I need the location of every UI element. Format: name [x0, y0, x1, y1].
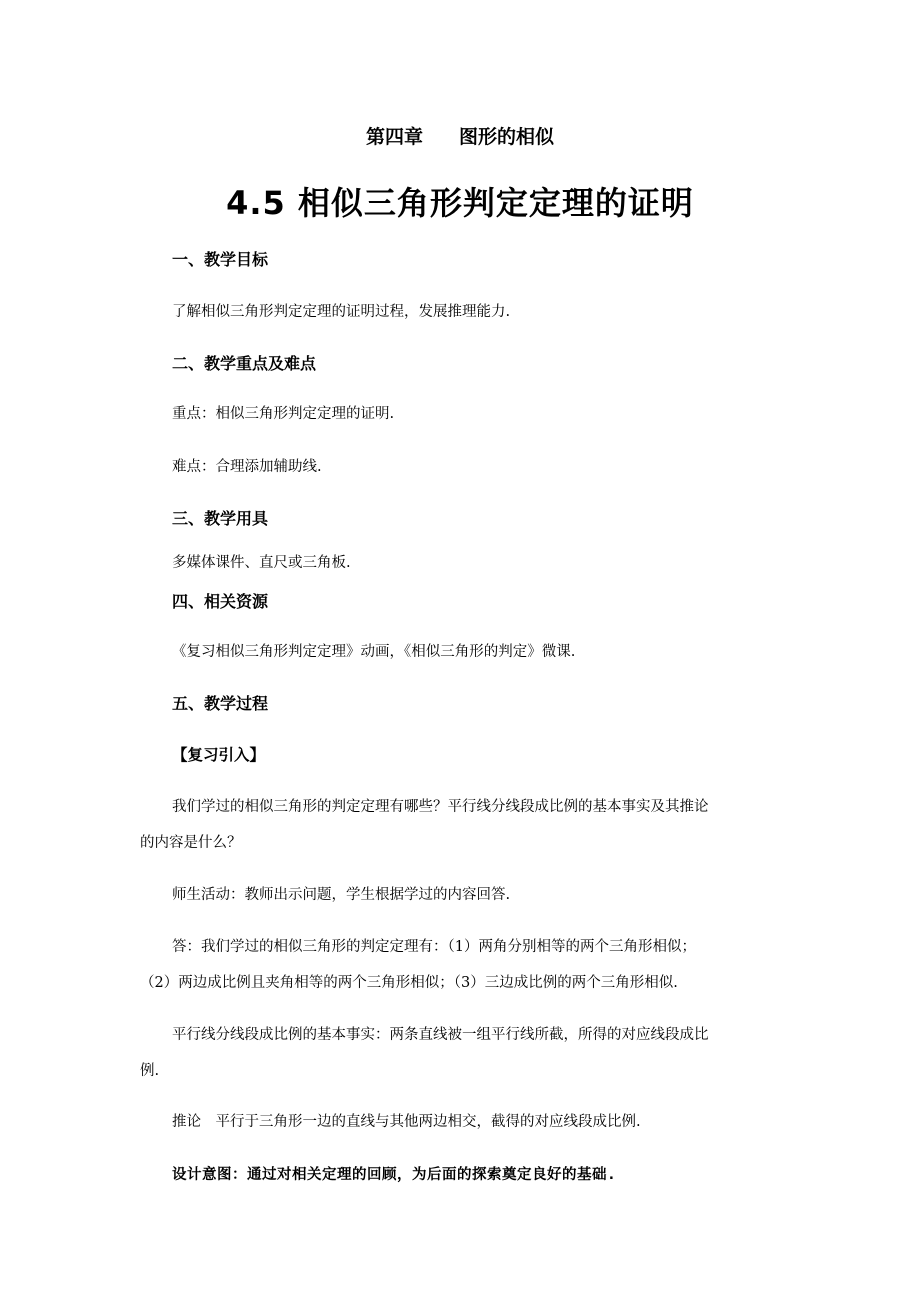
basic-fact-line-2: 例.	[140, 1063, 160, 1079]
corollary-text: 推论 平行于三角形一边的直线与其他两边相交，截得的对应线段成比例.	[172, 1114, 641, 1130]
section-heading-objectives: 一、教学目标	[172, 250, 269, 269]
key-point-text: 重点：相似三角形判定定理的证明.	[172, 406, 395, 422]
chapter-heading	[0, 122, 920, 149]
lesson-title: 4.5 相似三角形判定定理的证明	[226, 184, 694, 222]
section-heading-tools: 三、教学用具	[172, 509, 269, 528]
answer-line-1: 答：我们学过的相似三角形的判定定理有：（1）两角分别相等的两个三角形相似；	[172, 939, 696, 955]
chapter-name: 图形的相似	[459, 126, 555, 148]
question-line-1: 我们学过的相似三角形的判定定理有哪些？平行线分线段成比例的基本事实及其推论	[172, 799, 709, 815]
activity-text: 师生活动：教师出示问题，学生根据学过的内容回答.	[172, 887, 511, 903]
section-heading-process: 五、教学过程	[172, 694, 269, 713]
design-intent-text: 设计意图：通过对相关定理的回顾，为后面的探索奠定良好的基础.	[172, 1167, 617, 1183]
section-heading-resources: 四、相关资源	[172, 592, 269, 611]
question-line-2: 的内容是什么？	[140, 835, 242, 851]
tools-text: 多媒体课件、直尺或三角板.	[172, 555, 351, 571]
basic-fact-line-1: 平行线分线段成比例的基本事实：两条直线被一组平行线所截，所得的对应线段成比	[172, 1027, 709, 1043]
chapter-number: 第四章	[365, 126, 423, 148]
subheading-review: 【复习引入】	[172, 746, 266, 764]
objectives-text: 了解相似三角形判定定理的证明过程，发展推理能力.	[172, 304, 511, 320]
answer-line-2: （2）两边成比例且夹角相等的两个三角形相似；（3）三边成比例的两个三角形相似.	[140, 975, 678, 991]
section-heading-key-points: 二、教学重点及难点	[172, 354, 317, 373]
difficulty-text: 难点：合理添加辅助线.	[172, 459, 322, 475]
resources-text: 《复习相似三角形判定定理》动画，《相似三角形的判定》微课.	[172, 644, 576, 660]
